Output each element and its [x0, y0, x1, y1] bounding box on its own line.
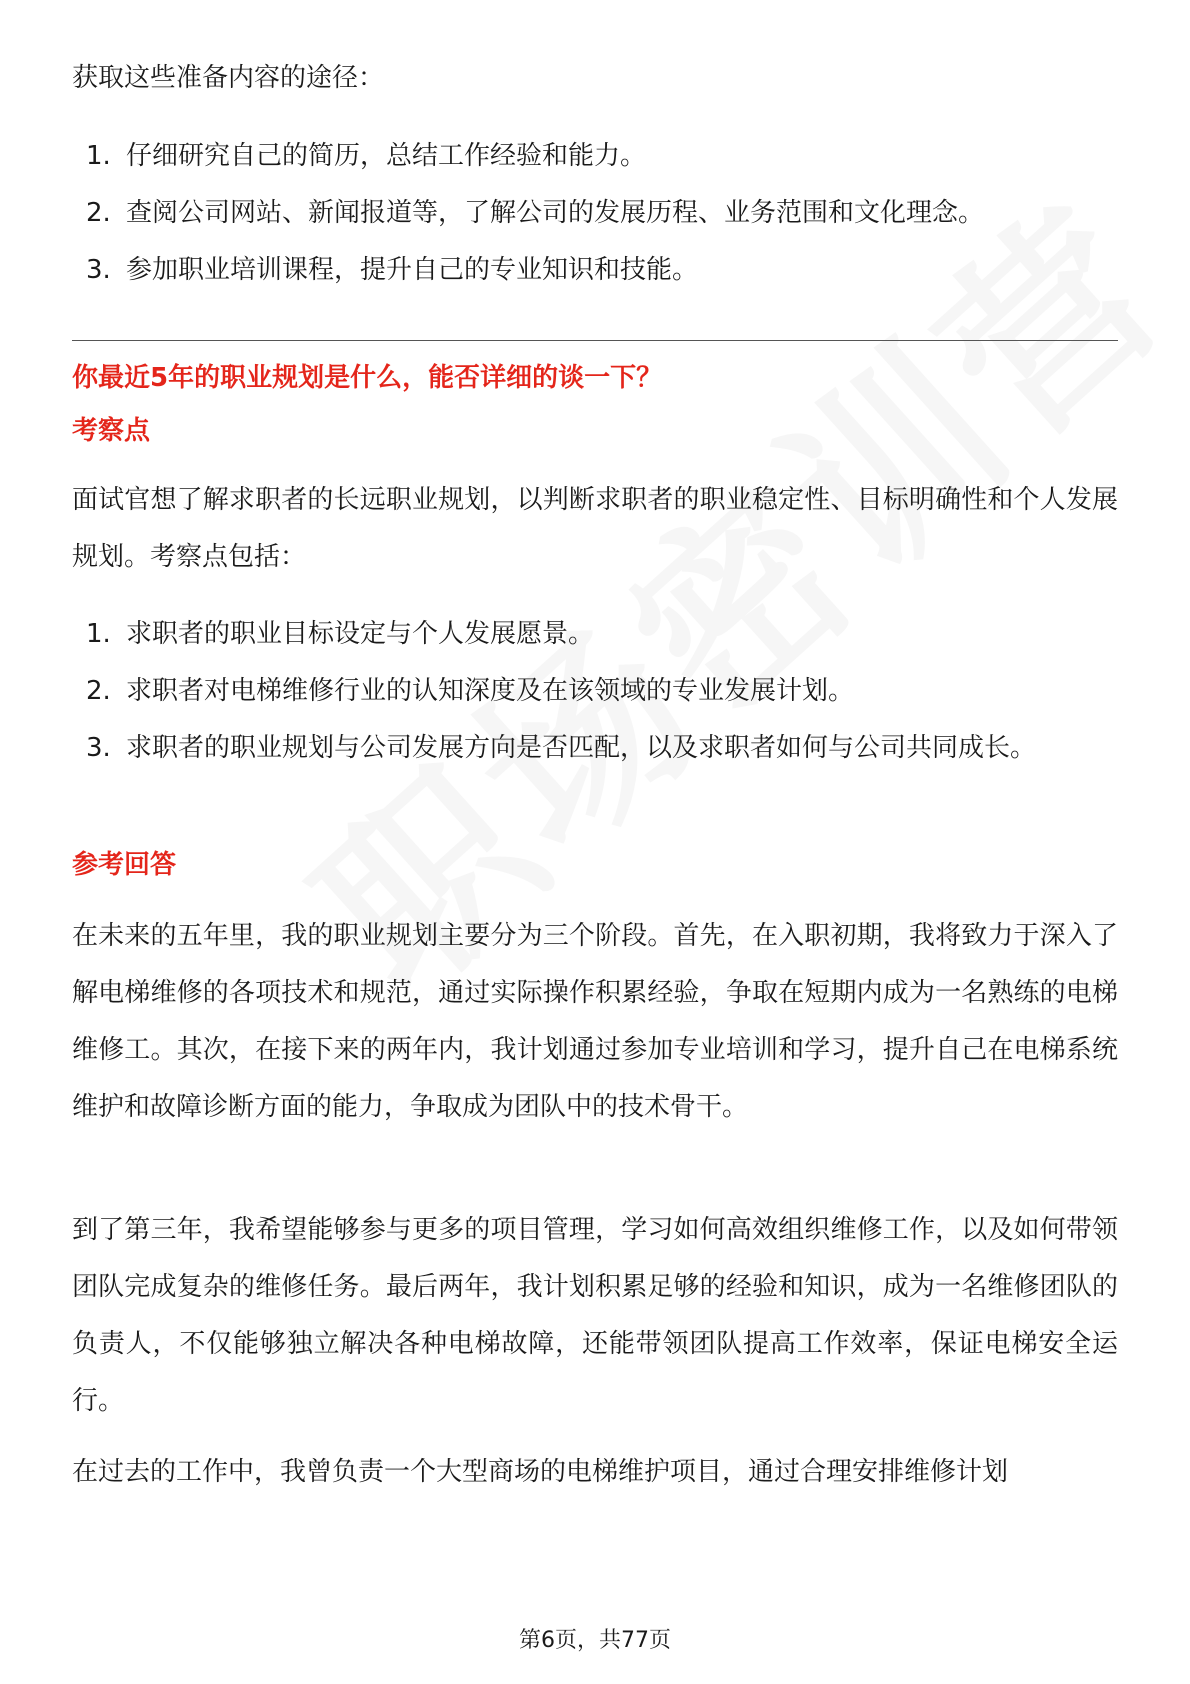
list-item: 3. 参加职业培训课程，提升自己的专业知识和技能。: [86, 255, 699, 285]
list-item: 1. 求职者的职业目标设定与个人发展愿景。: [86, 619, 595, 649]
focus-list: [72, 606, 1118, 777]
focus-heading: 考察点: [72, 416, 151, 446]
section-divider: [72, 340, 1118, 341]
answer-paragraph: 到了第三年，我希望能够参与更多的项目管理，学习如何高效组织维修工作，以及如何带领团队完成复杂的维修任务。最后两年，我计划积累足够的经验和知识，成为一名维修团队的负责人，不仅能够独立解决各种电梯故障，还能带领团队提高工作效率，保证电梯安全运行。: [72, 1215, 1118, 1416]
page-number: 第6页，共77页: [519, 1628, 671, 1653]
intro-text: 获取这些准备内容的途径：: [72, 63, 385, 93]
question-title: 你最近5年的职业规划是什么，能否详细的谈一下？: [72, 363, 663, 393]
answer-paragraph: 在过去的工作中，我曾负责一个大型商场的电梯维护项目，通过合理安排维修计划: [72, 1457, 1009, 1487]
prep-list: [72, 128, 1118, 299]
focus-text: 面试官想了解求职者的长远职业规划，以判断求职者的职业稳定性、目标明确性和个人发展规划。考察点包括：: [72, 485, 1118, 572]
list-item: 1. 仔细研究自己的简历，总结工作经验和能力。: [86, 141, 647, 171]
list-item: 3. 求职者的职业规划与公司发展方向是否匹配，以及求职者如何与公司共同成长。: [86, 733, 1037, 763]
list-item: 2. 查阅公司网站、新闻报道等，了解公司的发展历程、业务范围和文化理念。: [86, 198, 985, 228]
answer-paragraph: 在未来的五年里，我的职业规划主要分为三个阶段。首先，在入职初期，我将致力于深入了解电梯维修的各项技术和规范，通过实际操作积累经验，争取在短期内成为一名熟练的电梯维修工。其次，在接下来的两年内，我计划通过参加专业培训和学习，提升自己在电梯系统维护和故障诊断方面的能力，争取成为团队中的技术骨干。: [72, 921, 1118, 1122]
list-item: 2. 求职者对电梯维修行业的认知深度及在该领域的专业发展计划。: [86, 676, 855, 706]
answer-heading: 参考回答: [72, 850, 177, 880]
